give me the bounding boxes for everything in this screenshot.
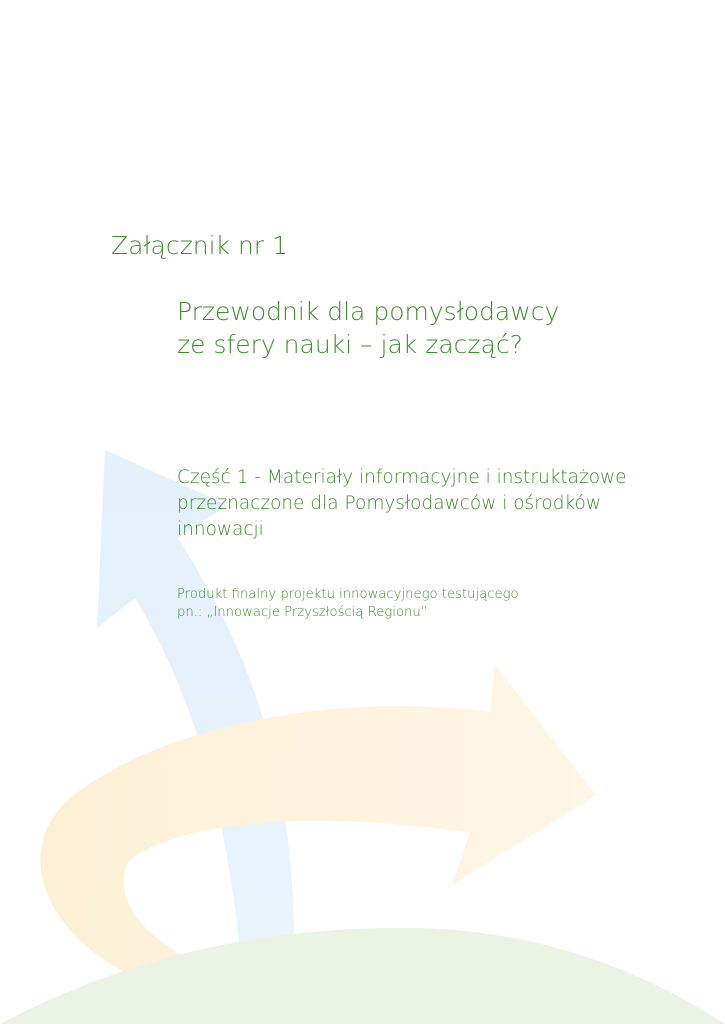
subtitle-line-2: przeznaczone dla Pomysłodawców i ośrodków [177, 493, 601, 514]
product-note-line-2: pn.: „Innowacje Przyszłością Regionu” [177, 605, 428, 620]
document-subtitle [177, 465, 697, 543]
subtitle-line-3: innowacji [177, 519, 264, 540]
product-note-line-1: Produkt finalny projektu innowacyjnego testującego [177, 587, 519, 602]
product-note [177, 586, 697, 622]
title-line-2: ze sfery nauki – jak zacząć? [177, 330, 523, 359]
subtitle-line-1: Część 1 - Materiały informacyjne i instruktażowe [177, 467, 627, 488]
document-title [177, 295, 697, 361]
title-line-1: Przewodnik dla pomysłodawcy [177, 297, 560, 326]
annex-label: Załącznik nr 1 [111, 231, 288, 260]
